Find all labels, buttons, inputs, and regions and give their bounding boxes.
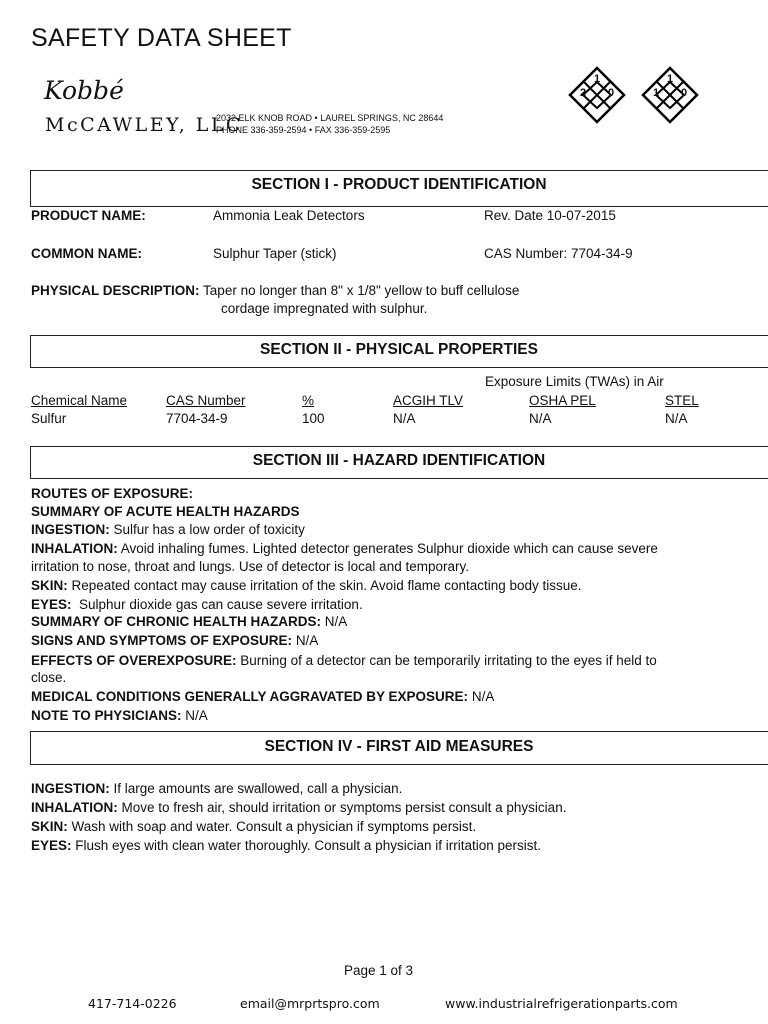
cell-osha-pel: N/A <box>529 411 552 426</box>
hazard-eyes-text: Sulphur dioxide gas can cause severe irritation. <box>79 597 363 612</box>
chronic-hazards <box>31 613 347 631</box>
common-name-label: COMMON NAME: <box>31 246 142 261</box>
firstaid-inhalation-label: INHALATION: <box>31 800 118 815</box>
signs-symptoms <box>31 632 318 650</box>
medical-value: N/A <box>471 689 495 704</box>
hazard-skin-label: SKIN: <box>31 578 68 593</box>
chronic-label: SUMMARY OF CHRONIC HEALTH HAZARDS: <box>31 614 321 629</box>
firstaid-skin-label: SKIN: <box>31 819 68 834</box>
company-logo-name: McCAWLEY, LLC <box>45 114 244 136</box>
hazard-inhalation-text: Avoid inhaling fumes. Lighted detector generates Sulphur dioxide which can cause severe <box>120 541 658 556</box>
firstaid-ingestion <box>31 780 402 798</box>
physical-description <box>31 283 519 298</box>
company-phone-fax: PHONE 336-359-2594 • FAX 336-359-2595 <box>216 125 391 135</box>
diamond-2-left: 1 <box>652 87 660 99</box>
medical-conditions <box>31 688 494 706</box>
col-percent: % <box>302 393 315 408</box>
col-osha-pel: OSHA PEL <box>529 393 596 408</box>
firstaid-inhalation <box>31 799 566 817</box>
note-label: NOTE TO PHYSICIANS: <box>31 708 182 723</box>
firstaid-ingestion-label: INGESTION: <box>31 781 110 796</box>
chronic-value: N/A <box>324 614 348 629</box>
cell-acgih-tlv: N/A <box>393 411 416 426</box>
overexposure-text: Burning of a detector can be temporarily irritating to the eyes if held to <box>240 653 657 668</box>
signs-label: SIGNS AND SYMPTOMS OF EXPOSURE: <box>31 633 293 648</box>
product-name-value: Ammonia Leak Detectors <box>213 208 365 223</box>
hazard-diamond-icon <box>568 66 626 124</box>
exposure-limits-heading: Exposure Limits (TWAs) in Air <box>485 374 664 389</box>
col-stel: STEL <box>665 393 699 408</box>
diamond-2-right: 0 <box>680 87 688 99</box>
company-address: 2032 ELK KNOB ROAD • LAUREL SPRINGS, NC 28644 <box>216 113 444 123</box>
firstaid-inhalation-text: Move to fresh air, should irritation or symptoms persist consult a physician. <box>121 800 567 815</box>
firstaid-skin-text: Wash with soap and water. Consult a physician if symptoms persist. <box>71 819 477 834</box>
firstaid-eyes <box>31 837 541 855</box>
common-name-value: Sulphur Taper (stick) <box>213 246 337 261</box>
routes-label: ROUTES OF EXPOSURE: <box>31 486 194 501</box>
hazard-eyes <box>31 596 363 614</box>
section-3-title: SECTION III - HAZARD IDENTIFICATION <box>252 452 546 469</box>
product-name-label: PRODUCT NAME: <box>31 208 146 223</box>
overexposure-effects <box>31 652 657 670</box>
hazard-ingestion-label: INGESTION: <box>31 522 110 537</box>
col-acgih-tlv: ACGIH TLV <box>393 393 464 408</box>
firstaid-ingestion-text: If large amounts are swallowed, call a physician. <box>113 781 403 796</box>
firstaid-eyes-text: Flush eyes with clean water thoroughly. Consult a physician if irritation persist. <box>75 838 541 853</box>
section-2-title: SECTION II - PHYSICAL PROPERTIES <box>260 341 538 358</box>
hazard-inhalation-label: INHALATION: <box>31 541 118 556</box>
acute-label: SUMMARY OF ACUTE HEALTH HAZARDS <box>31 504 300 519</box>
routes-of-exposure <box>31 485 193 503</box>
diamond-1-top: 1 <box>593 73 601 85</box>
col-cas-number: CAS Number <box>166 393 246 408</box>
revision-date: Rev. Date 10-07-2015 <box>484 208 616 223</box>
physical-description-line-2: cordage impregnated with sulphur. <box>221 301 428 316</box>
diamond-1-right: 0 <box>607 87 615 99</box>
note-to-physicians <box>31 707 208 725</box>
physical-description-line-1: Taper no longer than 8" x 1/8" yellow to buff cellulose <box>203 283 520 298</box>
footer-website[interactable]: www.industrialrefrigerationparts.com <box>445 996 678 1011</box>
hazard-inhalation <box>31 540 658 558</box>
cell-chemical-name: Sulfur <box>31 411 67 426</box>
cell-stel: N/A <box>665 411 688 426</box>
acute-hazards <box>31 503 300 521</box>
diamond-2-top: 1 <box>666 73 674 85</box>
page-number: Page 1 of 3 <box>344 963 414 978</box>
hazard-eyes-label: EYES: <box>31 597 72 612</box>
overexposure-label: EFFECTS OF OVEREXPOSURE: <box>31 653 237 668</box>
diamond-1-left: 2 <box>579 87 587 99</box>
hazard-ingestion <box>31 521 305 539</box>
cas-number: CAS Number: 7704-34-9 <box>484 246 633 261</box>
col-chemical-name: Chemical Name <box>31 393 128 408</box>
footer-phone: 417-714-0226 <box>88 996 177 1011</box>
document-title: SAFETY DATA SHEET <box>31 24 292 52</box>
cell-percent: 100 <box>302 411 325 426</box>
physical-description-label: PHYSICAL DESCRIPTION: <box>31 283 200 298</box>
hazard-diamond-icon <box>641 66 699 124</box>
firstaid-eyes-label: EYES: <box>31 838 72 853</box>
note-value: N/A <box>185 708 208 723</box>
section-1-title: SECTION I - PRODUCT IDENTIFICATION <box>251 176 547 193</box>
hazard-skin-text: Repeated contact may cause irritation of the skin. Avoid flame contacting body tissue. <box>71 578 582 593</box>
hazard-ingestion-text: Sulfur has a low order of toxicity <box>113 522 305 537</box>
firstaid-skin <box>31 818 476 836</box>
section-4-title: SECTION IV - FIRST AID MEASURES <box>264 738 534 755</box>
medical-label: MEDICAL CONDITIONS GENERALLY AGGRAVATED BY EXPOSURE: <box>31 689 469 704</box>
hazard-inhalation-line-2: irritation to nose, throat and lungs. Use of detector is local and temporary. <box>31 559 469 574</box>
cell-cas-number: 7704-34-9 <box>166 411 228 426</box>
overexposure-line-2: close. <box>31 670 67 685</box>
company-logo-script: Kobbé <box>44 76 124 105</box>
footer-email[interactable]: email@mrprtspro.com <box>240 996 380 1011</box>
signs-value: N/A <box>295 633 319 648</box>
hazard-skin <box>31 577 582 595</box>
